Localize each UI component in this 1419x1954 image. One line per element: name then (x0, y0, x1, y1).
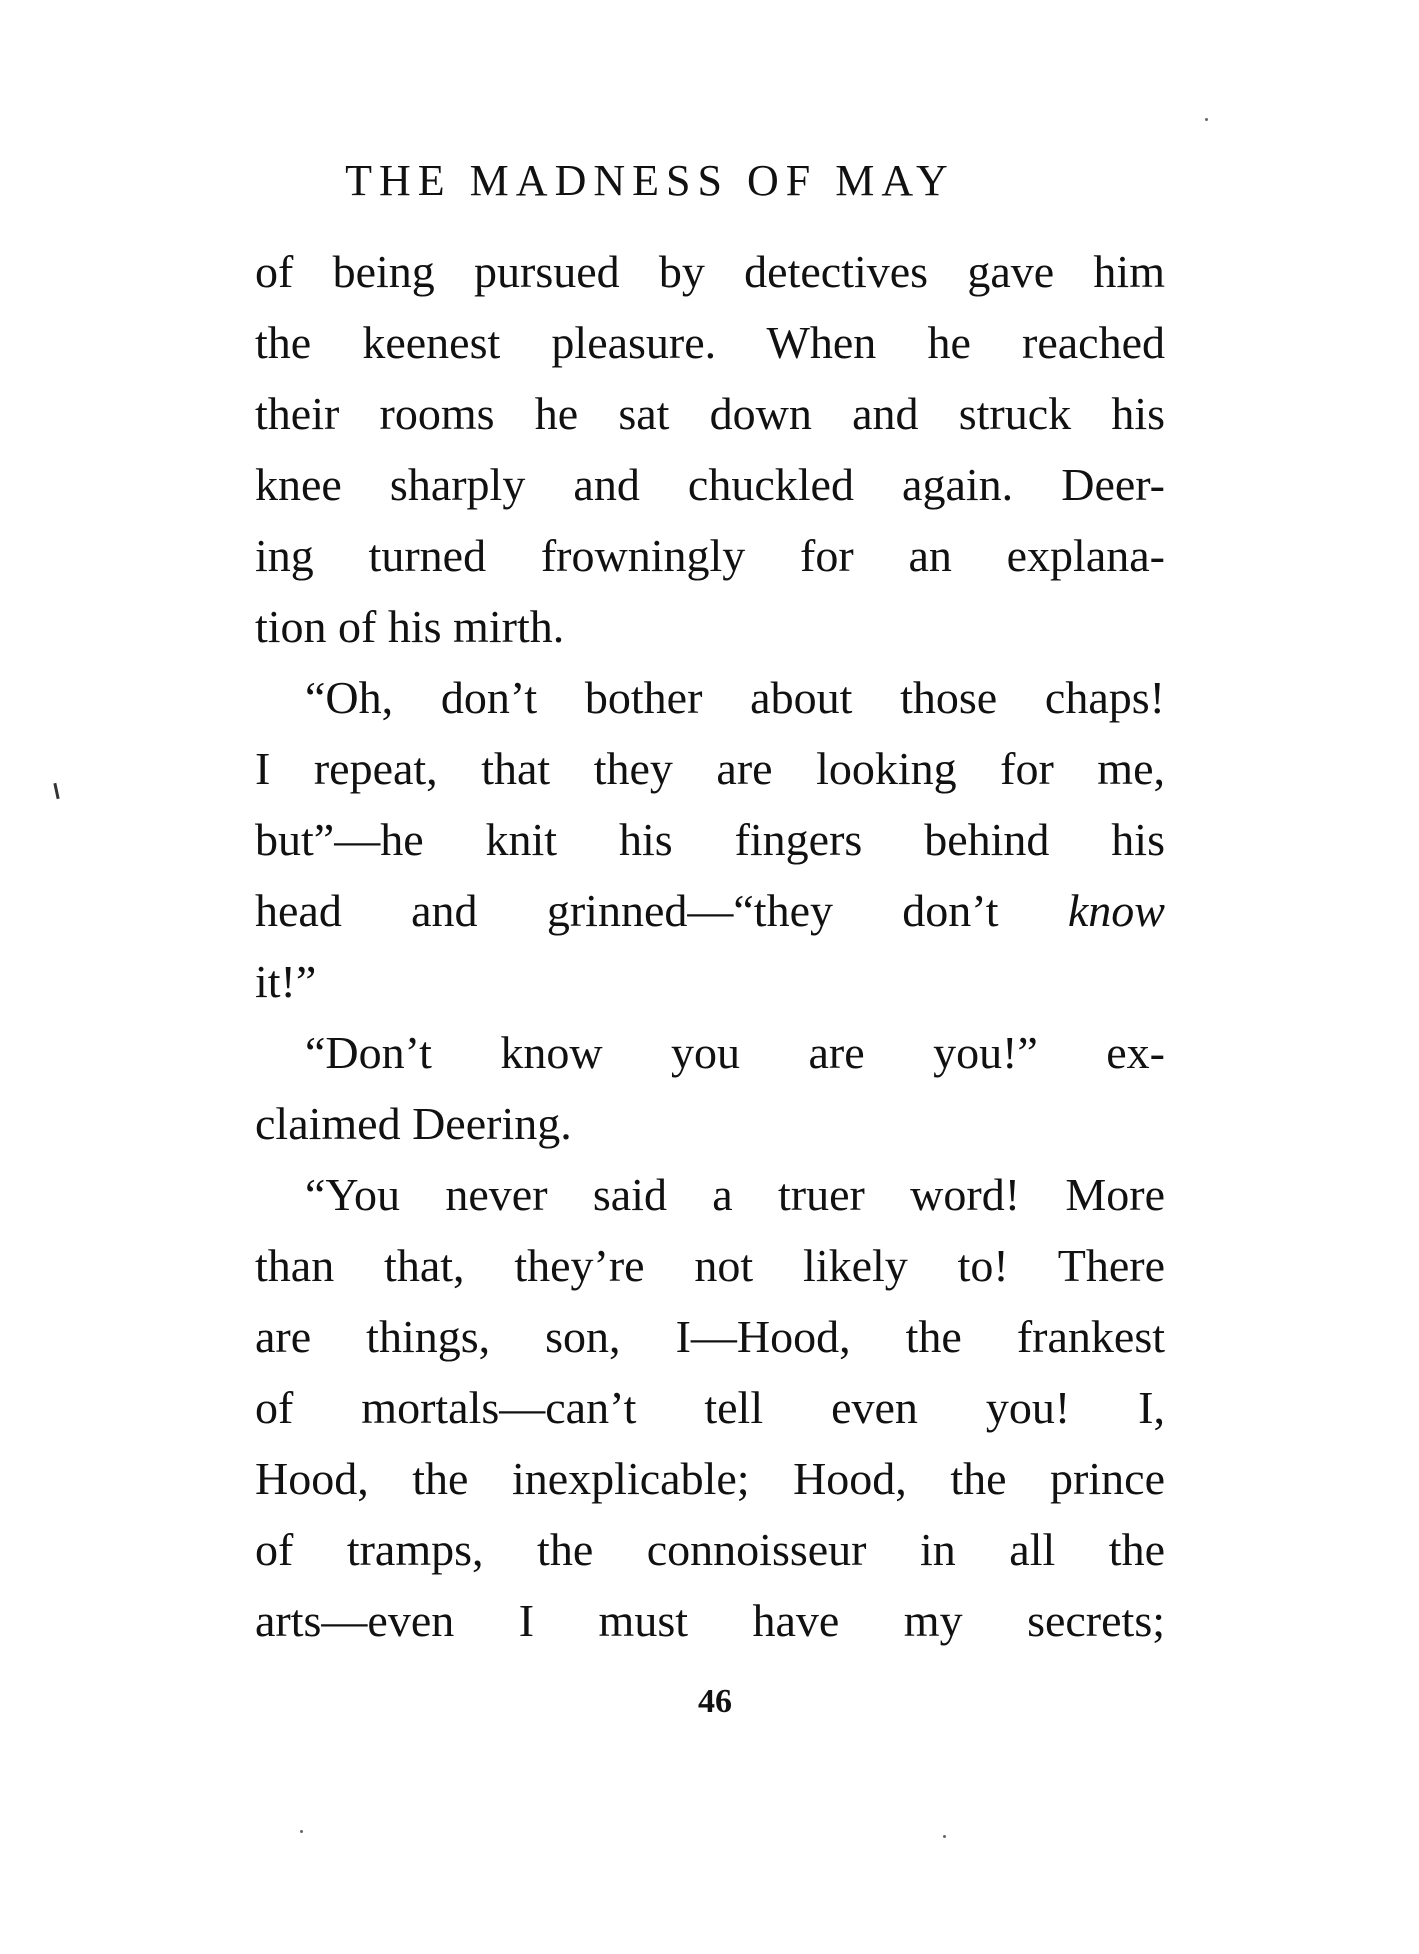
text-line-with-emphasis (255, 875, 1165, 946)
text-line: but”—he knit his fingers behind his (255, 814, 1165, 865)
text-line: tion of his mirth. (255, 601, 565, 652)
text-line: I repeat, that they are looking for me, (255, 743, 1165, 794)
text-line: are things, son, I—Hood, the frankest (255, 1311, 1165, 1362)
italic-word: know (1067, 885, 1165, 936)
text-line: of being pursued by detectives gave him (255, 246, 1165, 297)
text-line: knee sharply and chuckled again. Deer- (255, 459, 1165, 510)
text-line: Hood, the inexplicable; Hood, the prince (255, 1453, 1165, 1504)
scan-speck (943, 1835, 946, 1838)
text-line: of mortals—can’t tell even you! I, (255, 1382, 1165, 1433)
text-line: of tramps, the connoisseur in all the (255, 1524, 1165, 1575)
text-line: the keenest pleasure. When he reached (255, 317, 1165, 368)
text-line: than that, they’re not likely to! There (255, 1240, 1165, 1291)
text-line: their rooms he sat down and struck his (255, 388, 1165, 439)
page-number: 46 (698, 1683, 732, 1720)
text-line: “You never said a truer word! More (305, 1169, 1165, 1220)
text-line: “Oh, don’t bother about those chaps! (305, 672, 1165, 723)
running-head: THE MADNESS OF MAY (345, 156, 955, 205)
text-line: claimed Deering. (255, 1098, 572, 1149)
text-segment: head and grinned—“they don’t (255, 885, 999, 936)
text-line: ing turned frowningly for an explana- (255, 530, 1165, 581)
margin-mark (53, 783, 59, 799)
scan-speck (300, 1830, 303, 1833)
text-line: arts—even I must have my secrets; (255, 1595, 1165, 1646)
body-text (255, 236, 1165, 1656)
text-line: “Don’t know you are you!” ex- (305, 1027, 1165, 1078)
scan-speck (1205, 118, 1208, 121)
text-line: it!” (255, 956, 317, 1007)
